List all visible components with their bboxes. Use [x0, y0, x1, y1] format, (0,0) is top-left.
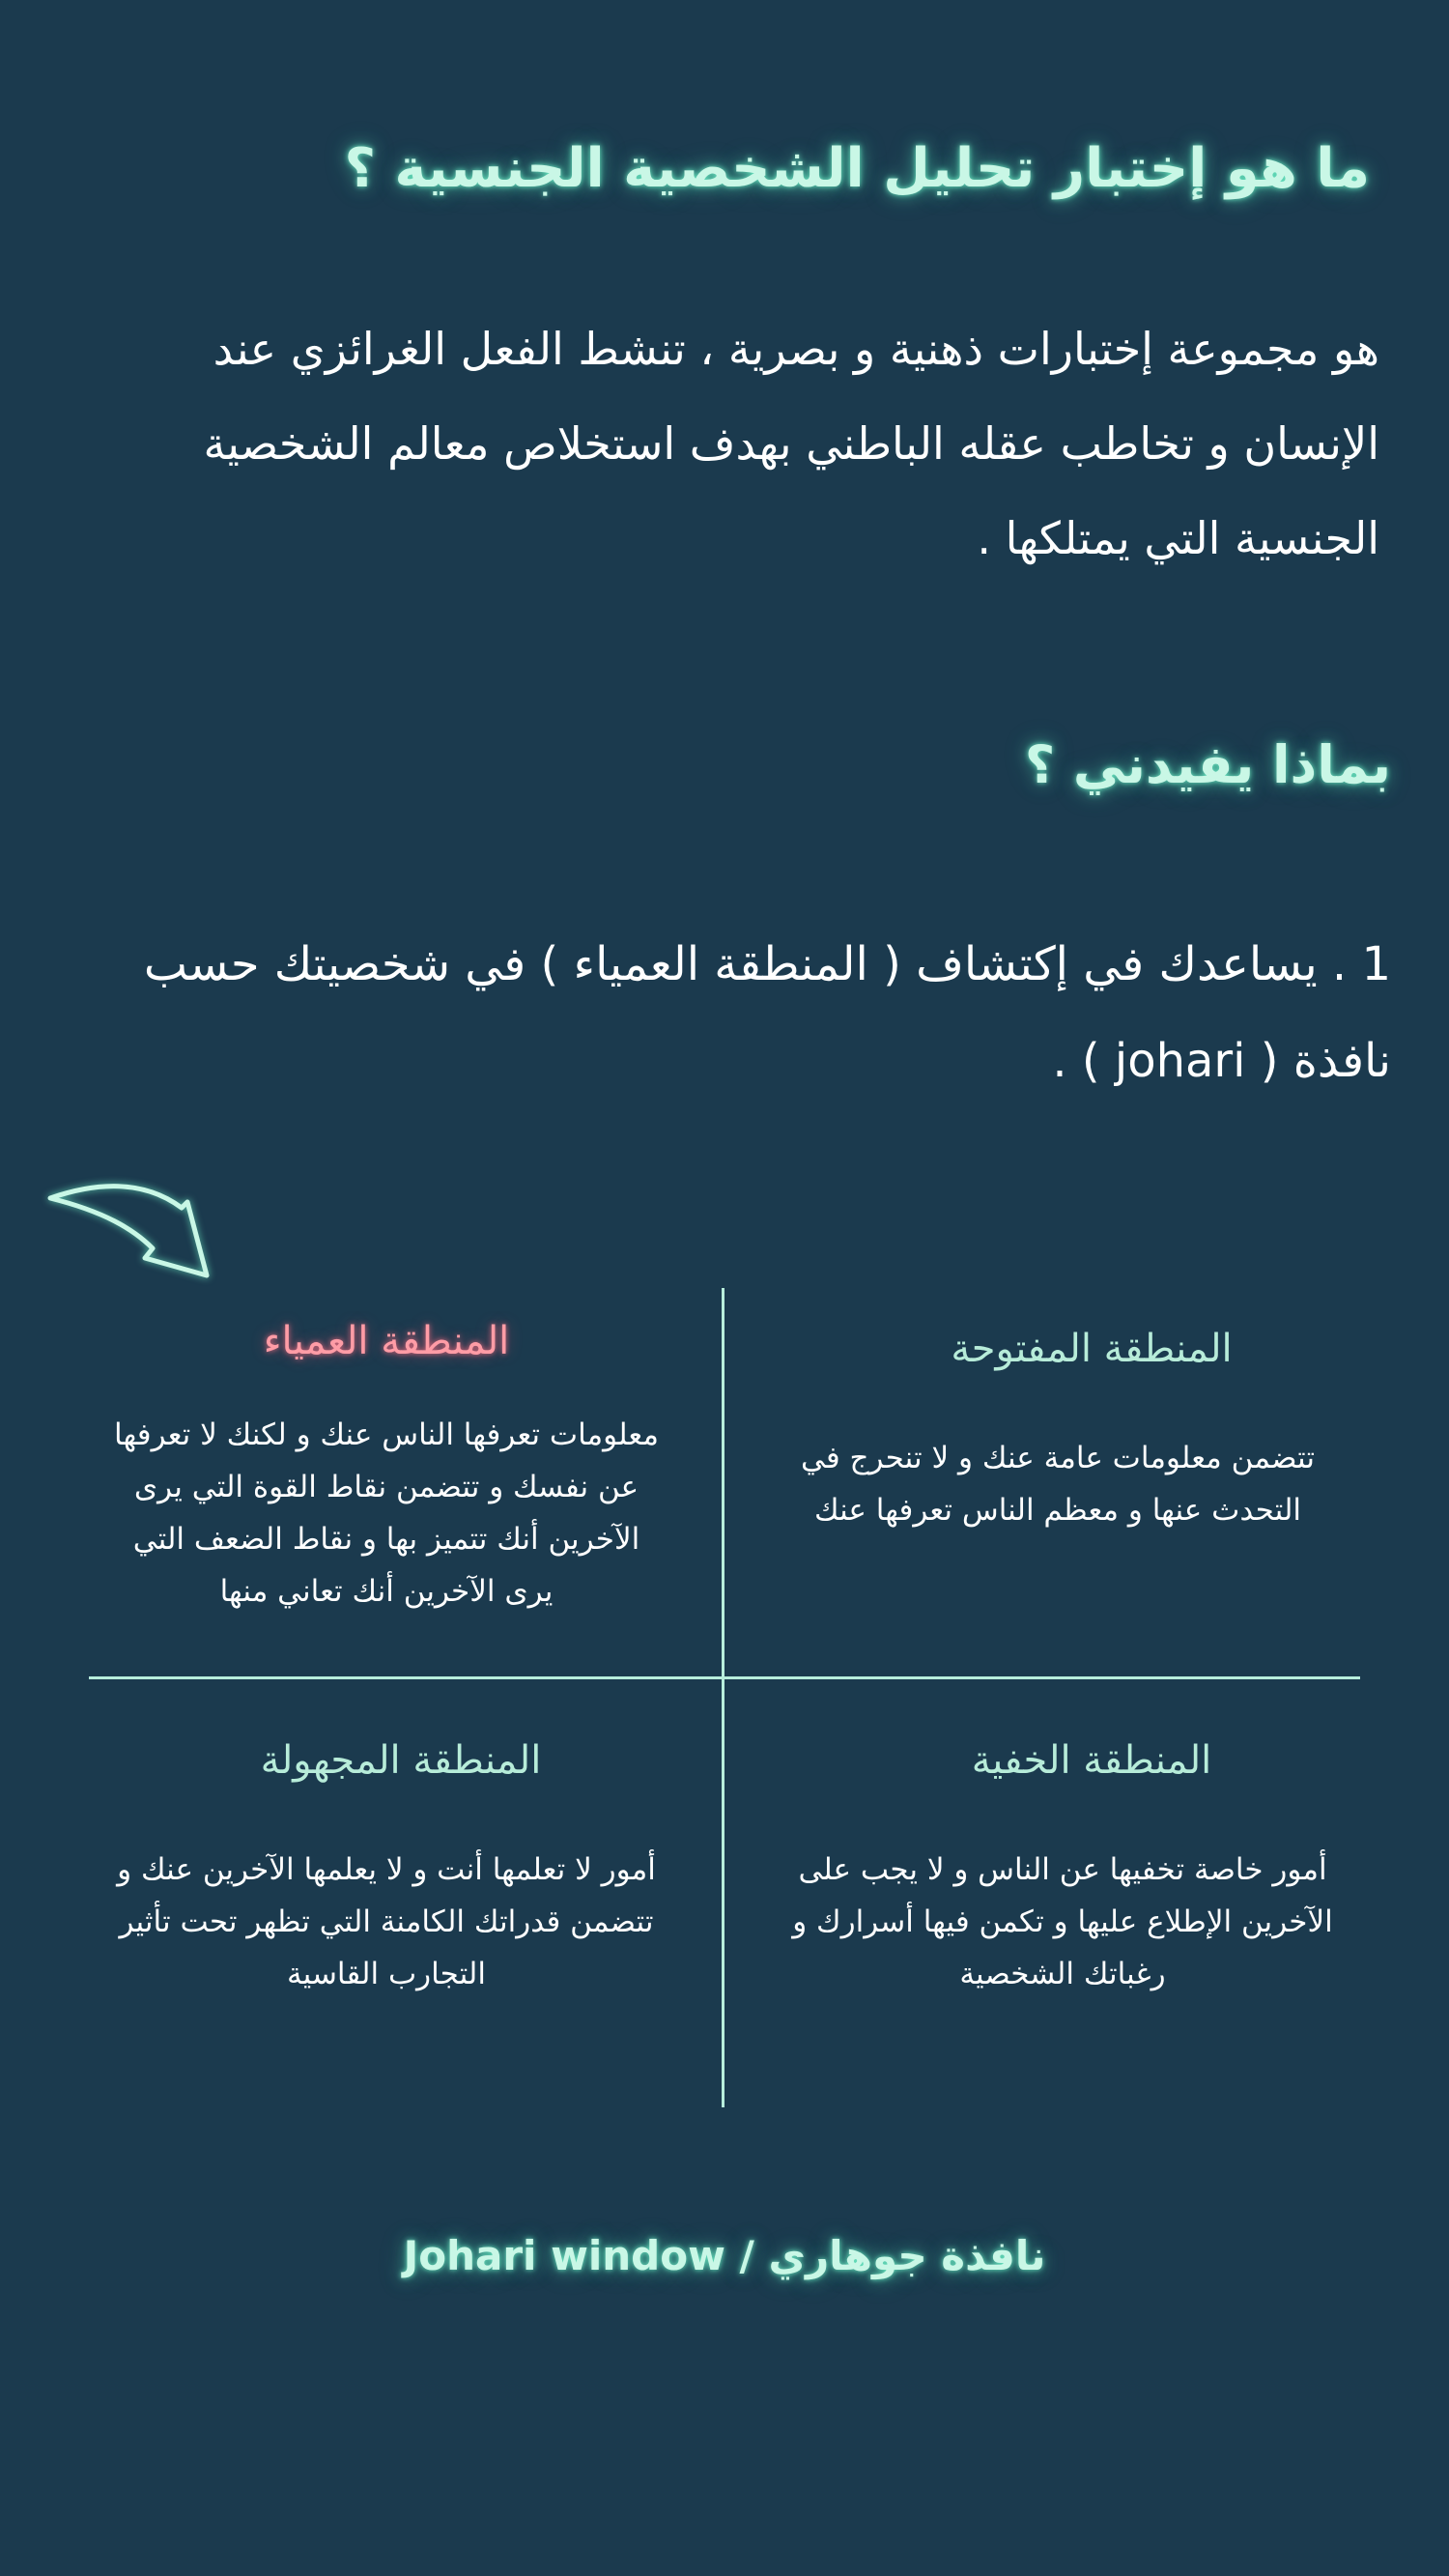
open-area-text: تتضمن معلومات عامة عنك و لا تنحرج في التحدث عنها و معظم الناس تعرفها عنك: [801, 1441, 1315, 1528]
blind-area-text: معلومات تعرفها الناس عنك و لكنك لا تعرفها عن نفسك و تتضمن نقاط القوة التي يرى الآخرين أنك تتميز بها و نقاط الضعف التي يرى الآخرين أنك تعاني منها: [114, 1417, 659, 1609]
grid-divider-horizontal: [89, 1676, 1360, 1679]
hidden-area-text: أمور خاصة تخفيها عن الناس و لا يجب على الآخرين الإطلاع عليها و تكمن فيها أسرارك و رغباتك الشخصية: [792, 1852, 1333, 1991]
unknown-area-title: المنطقة المجهولة: [260, 1738, 542, 1783]
grid-divider-vertical: [722, 1288, 724, 2107]
johari-window-caption: Johari window / نافذة جوهاري: [403, 2232, 1046, 2279]
section-heading-benefits: بماذا يفيدني ؟: [1024, 734, 1391, 795]
blind-area-title: المنطقة العمياء: [263, 1319, 510, 1363]
unknown-area-text: أمور لا تعلمها أنت و لا يعلمها الآخرين عنك و تتضمن قدراتك الكامنة التي تظهر تحت تأثير التجارب القاسية: [117, 1852, 656, 1991]
open-area-title: المنطقة المفتوحة: [951, 1327, 1233, 1371]
intro-paragraph: هو مجموعة إختبارات ذهنية و بصرية ، تنشط الفعل الغرائزي عند الإنسان و تخاطب عقله الباطني بهدف استخلاص معالم الشخصية الجنسية التي يمتلكها .: [203, 323, 1379, 564]
hidden-area-title: المنطقة الخفية: [971, 1738, 1212, 1783]
section-heading-what-is: ما هو إختبار تحليل الشخصية الجنسية ؟: [344, 137, 1370, 200]
curved-arrow-icon: [37, 1169, 230, 1295]
benefit-point-1: 1 . يساعدك في إكتشاف ( المنطقة العمياء ) في شخصيتك حسب نافذة ( johari ) .: [143, 937, 1391, 1088]
